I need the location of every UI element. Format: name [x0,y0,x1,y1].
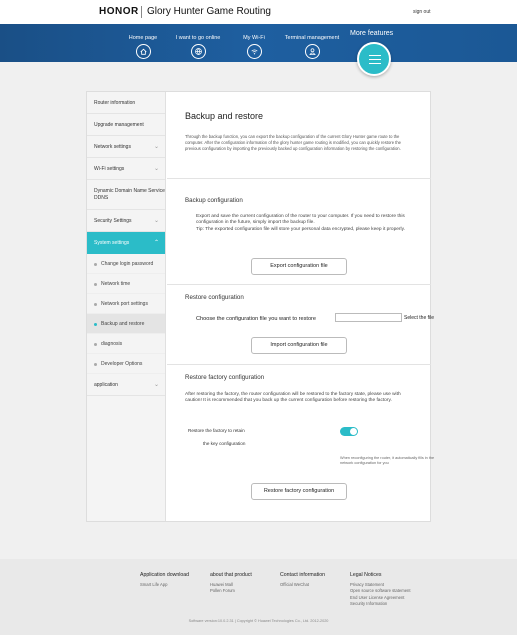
menu-icon-bar [369,59,381,60]
nav-go-online-label: I want to go online [175,35,221,41]
restore-factory-button[interactable]: Restore factory configuration [251,483,347,500]
sidebar-subitem-developer-options[interactable] [87,354,165,374]
footer-heading: Contact information [280,572,325,578]
footer-link[interactable]: Privacy Statement [350,582,384,587]
top-bar [0,0,517,24]
sidebar-subitem-network-time[interactable] [87,274,165,294]
sidebar-subitem-label: Backup and restore [101,321,145,327]
footer-col-contact [280,572,325,588]
sidebar-item-label: Security Settings [94,218,132,224]
chevron-up-icon: ⌃ [153,240,159,246]
sidebar-subitem-change-login-password[interactable] [87,254,165,274]
sidebar-item-security-settings[interactable] [87,210,165,232]
backup-text: Export and save the current configuration of the router to your computer. If you need to restore this configuration in the future, simply import the backup file. [196,214,405,226]
retain-config-hint: When reconfiguring the router, it automatically fills in the network configuration for you [340,456,435,465]
sidebar-subitem-diagnosis[interactable] [87,334,165,354]
section-divider [167,364,431,365]
content-area [167,92,435,521]
sidebar-item-label: Network settings [94,144,131,150]
import-config-button[interactable]: Import configuration file [251,337,347,354]
footer-col-app-download [140,572,189,588]
sidebar-item-wifi-settings[interactable] [87,158,165,180]
restore-file-label: Choose the configuration file you want to restore [196,316,317,322]
factory-section-title: Restore factory configuration [185,374,265,381]
product-name: Glory Hunter Game Routing [147,6,271,17]
restore-section-title: Restore configuration [185,294,244,301]
sidebar [87,92,166,521]
sidebar-item-application[interactable] [87,374,165,396]
sidebar-item-upgrade-management[interactable] [87,114,165,136]
brand-divider [141,6,142,18]
sign-out-link[interactable]: sign out [413,9,431,15]
sidebar-subitem-label: diagnosis [101,341,123,347]
backup-tip: Tip: The exported configuration file will store your personal data encrypted, please keep it properly. [196,226,405,232]
footer [0,559,517,635]
brand-logo: HONOR [99,6,139,17]
footer-link[interactable]: Security Information [350,600,388,606]
chevron-down-icon: ⌄ [153,166,159,172]
menu-icon [369,55,381,56]
chevron-down-icon: ⌄ [153,218,159,224]
nav-terminal-management[interactable] [282,35,342,59]
nav-home[interactable] [113,35,173,59]
sidebar-item-label: Wi-Fi settings [94,166,125,172]
sidebar-subitem-label: Developer Options [101,361,143,367]
select-file-button[interactable]: Select the file [404,315,435,321]
chevron-down-icon: ⌄ [153,144,159,150]
nav-home-label: Home page [128,35,158,41]
sidebar-item-network-settings[interactable] [87,136,165,158]
footer-link[interactable]: Official WeChat [280,582,309,587]
sidebar-item-label: System settings [94,240,130,246]
main-panel [86,91,435,522]
sidebar-item-label: Dynamic Domain Name Service DDNS [94,188,165,201]
main-nav [0,24,517,62]
copyright-text: Software version:10.0.2.31 | Copyright © Huawei Technologies Co., Ltd. 2012-2020 [188,619,329,623]
footer-link[interactable]: Smart Life App [140,582,168,587]
sidebar-subitem-label: Network time [101,281,131,287]
footer-heading: Legal Notices [350,572,382,578]
chevron-down-icon: ⌄ [153,382,159,388]
footer-col-legal [350,572,411,607]
user-icon [305,44,320,59]
nav-my-wifi-label: My Wi-Fi [243,35,265,41]
nav-my-wifi[interactable] [224,35,284,59]
intro-text: Through the backup function, you can export the backup configuration of the current Glory Hunter game route to the computer. After the configuration information of the glory hunter game routing is modified, you can quickly restore the previous configuration by importing the previously backed up configuration information by restoring the configuration. [185,134,402,151]
sidebar-item-label: Upgrade management [94,122,144,128]
sidebar-item-label: application [94,382,118,388]
sidebar-item-router-information[interactable] [87,92,165,114]
retain-config-label-2: the key configuration [203,441,246,446]
footer-link[interactable]: Pollen Forum [210,588,235,594]
section-divider [167,284,431,285]
factory-description: After restoring the factory, the router configuration will be restored to the factory state, please use with caution! It is recommended that you back up the current configuration before restoring the factory. [185,392,401,404]
sidebar-subitem-backup-and-restore[interactable] [87,314,165,334]
wifi-icon [247,44,262,59]
nav-terminal-label: Terminal management [284,35,340,41]
retain-config-label: Restore the factory to retain [188,428,245,433]
footer-link[interactable]: Open source software statement [350,588,411,594]
backup-section-title: Backup configuration [185,197,243,204]
more-features-label: More features [350,30,394,37]
home-icon [136,44,151,59]
footer-col-about-product [210,572,252,595]
footer-heading: Application download [140,572,190,578]
sidebar-subitem-network-port-settings[interactable] [87,294,165,314]
export-config-button[interactable]: Export configuration file [251,258,347,275]
footer-heading: about that product [210,572,252,578]
toggle-knob [350,428,357,435]
footer-link[interactable]: End User License Agreement [350,594,405,600]
retain-config-toggle[interactable] [340,427,358,436]
page-title: Backup and restore [185,111,264,121]
sidebar-subitem-label: Network port settings [101,301,148,307]
section-divider [167,178,431,179]
restore-file-input[interactable] [335,313,402,322]
backup-description [196,214,428,233]
nav-go-online[interactable] [168,35,228,59]
sidebar-item-system-settings[interactable] [87,232,165,254]
menu-icon-bar [369,63,381,64]
globe-icon [191,44,206,59]
footer-link[interactable]: Huawei Mall [210,582,233,587]
sidebar-item-ddns[interactable] [87,180,165,210]
more-features-button[interactable] [357,42,391,76]
sidebar-subitem-label: Change login password [101,261,154,267]
sidebar-item-label: Router information [94,100,136,106]
